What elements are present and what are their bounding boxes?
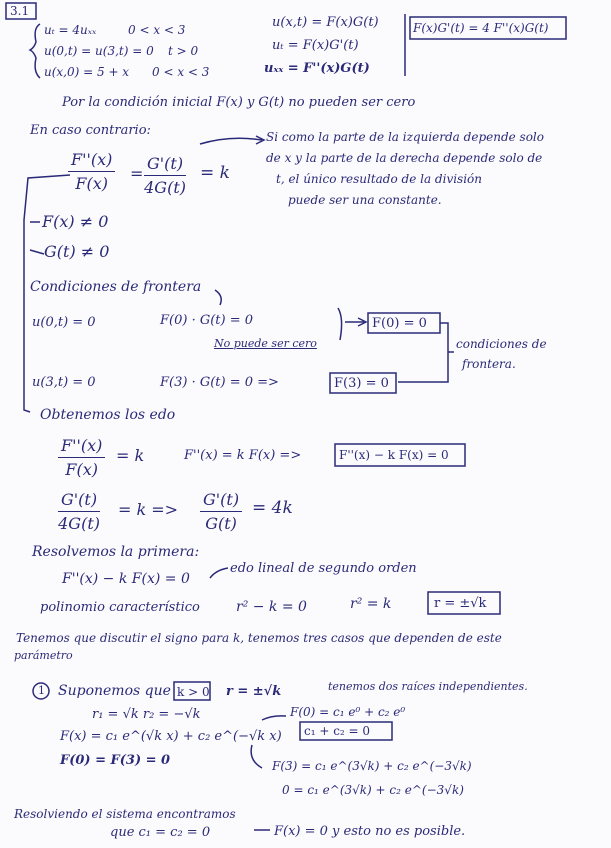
fraction-numerator: G'(t) [200,490,242,512]
case1-solution: F(x) = c₁ e^(√k x) + c₂ e^(−√k x) [60,729,282,744]
fraction-numerator: F''(x) [68,150,115,172]
ic-domain: 0 < x < 3 [152,65,210,79]
edo1-k: = k [116,446,145,465]
case1-roots: r₁ = √k r₂ = −√k [92,707,201,722]
frontera-label-1: condiciones de [456,337,547,351]
poli-equation: r² − k = 0 [236,599,307,615]
case1-f3: F(3) = c₁ e^(3√k) + c₂ e^(−3√k) [272,759,472,773]
fraction-main-left [68,150,115,193]
case1-f0-box: c₁ + c₂ = 0 [304,724,371,738]
text-resolviendo-1: Resolviendo el sistema encontramos [14,807,236,821]
bc1: u(0,t) = 0 [32,315,96,330]
bc1-note: No puede ser cero [214,337,317,350]
bc2: u(3,t) = 0 [32,375,96,390]
fraction-denominator: F(x) [75,174,108,193]
fraction-denominator: F(x) [65,460,98,479]
bc1-box: F(0) = 0 [372,316,427,331]
edo2-result: = 4k [252,498,293,518]
fraction-edo1 [58,436,105,479]
fraction-denominator: 4G(t) [58,514,100,533]
fx-not-zero: F(x) ≠ 0 [42,212,109,231]
equals-sign: = [130,164,144,183]
initial-condition: u(x,0) = 5 + x [44,65,130,79]
edo-equation: F''(x) − k F(x) = 0 [62,571,190,587]
text-tenemos-2: parámetro [14,649,73,662]
note-line-1: Si como la parte de la izquierda depende solo [266,130,544,144]
text-resolviendo-2: que c₁ = c₂ = 0 [110,825,211,840]
fraction-main-k: = k [200,163,230,183]
case1-bc: F(0) = F(3) = 0 [60,753,171,768]
frontera-label-2: frontera. [462,357,516,371]
text-en-caso: En caso contrario: [30,123,151,138]
case-number: 1 [38,684,45,697]
edo-label: edo lineal de segundo orden [230,561,417,576]
fraction-denominator: 4G(t) [144,178,186,197]
note-line-3: t, el único resultado de la división [276,172,483,186]
case1-f0: F(0) = c₁ e⁰ + c₂ e⁰ [290,705,406,719]
text-condiciones-frontera: Condiciones de frontera [30,279,202,295]
bc2-box: F(3) = 0 [334,376,389,391]
fraction-main-right [144,154,186,197]
fraction-numerator: G'(t) [58,490,100,512]
text-suponemos: Suponemos que [58,683,171,699]
separation-u: u(x,t) = F(x)G(t) [272,15,379,30]
separation-boxed: F(x)G'(t) = 4 F''(x)G(t) [413,21,549,35]
bc-domain: t > 0 [168,44,199,58]
r-squared: r² = k [350,596,392,612]
boundary-condition: u(0,t) = u(3,t) = 0 [44,44,154,58]
text-raices: tenemos dos raíces independientes. [328,680,528,693]
text-conclusion: F(x) = 0 y esto no es posible. [274,824,466,839]
fraction-denominator: G(t) [205,514,237,533]
pde-domain: 0 < x < 3 [128,23,186,37]
case1-f3-eq: 0 = c₁ e^(3√k) + c₂ e^(−3√k) [282,783,464,797]
note-line-4: puede ser una constante. [288,193,442,207]
k-box: k > 0 [177,685,210,699]
note-line-2: de x y la parte de la derecha depende solo de [266,151,543,165]
edo1-rhs: F''(x) = k F(x) => [184,448,302,463]
text-resolvemos: Resolvemos la primera: [32,544,200,560]
separation-ut: uₜ = F(x)G'(t) [272,38,359,53]
fraction-numerator: F''(x) [58,436,105,458]
gt-not-zero: G(t) ≠ 0 [44,242,110,261]
edo1-box: F''(x) − k F(x) = 0 [339,448,449,462]
bc2-f: F(3) · G(t) = 0 => [160,375,279,390]
bc1-f: F(0) · G(t) = 0 [160,313,254,328]
separation-uxx: uₓₓ = F''(x)G(t) [264,61,370,76]
pde: uₜ = 4uₓₓ [44,23,97,37]
fraction-edo2 [58,490,100,533]
edo2-k: = k => [118,500,179,519]
text-obtenemos: Obtenemos los edo [40,407,176,423]
r-box: r = ±√k [434,596,487,611]
problem-number: 3.1 [10,4,30,18]
text-cond-inicial: Por la condición inicial F(x) y G(t) no pueden ser cero [62,95,416,110]
r-case: r = ±√k [226,684,282,699]
fraction-edo2-result [200,490,242,533]
text-tenemos-1: Tenemos que discutir el signo para k, tenemos tres casos que dependen de este [16,631,502,645]
poli-label: polinomio característico [40,600,200,615]
fraction-numerator: G'(t) [144,154,186,176]
